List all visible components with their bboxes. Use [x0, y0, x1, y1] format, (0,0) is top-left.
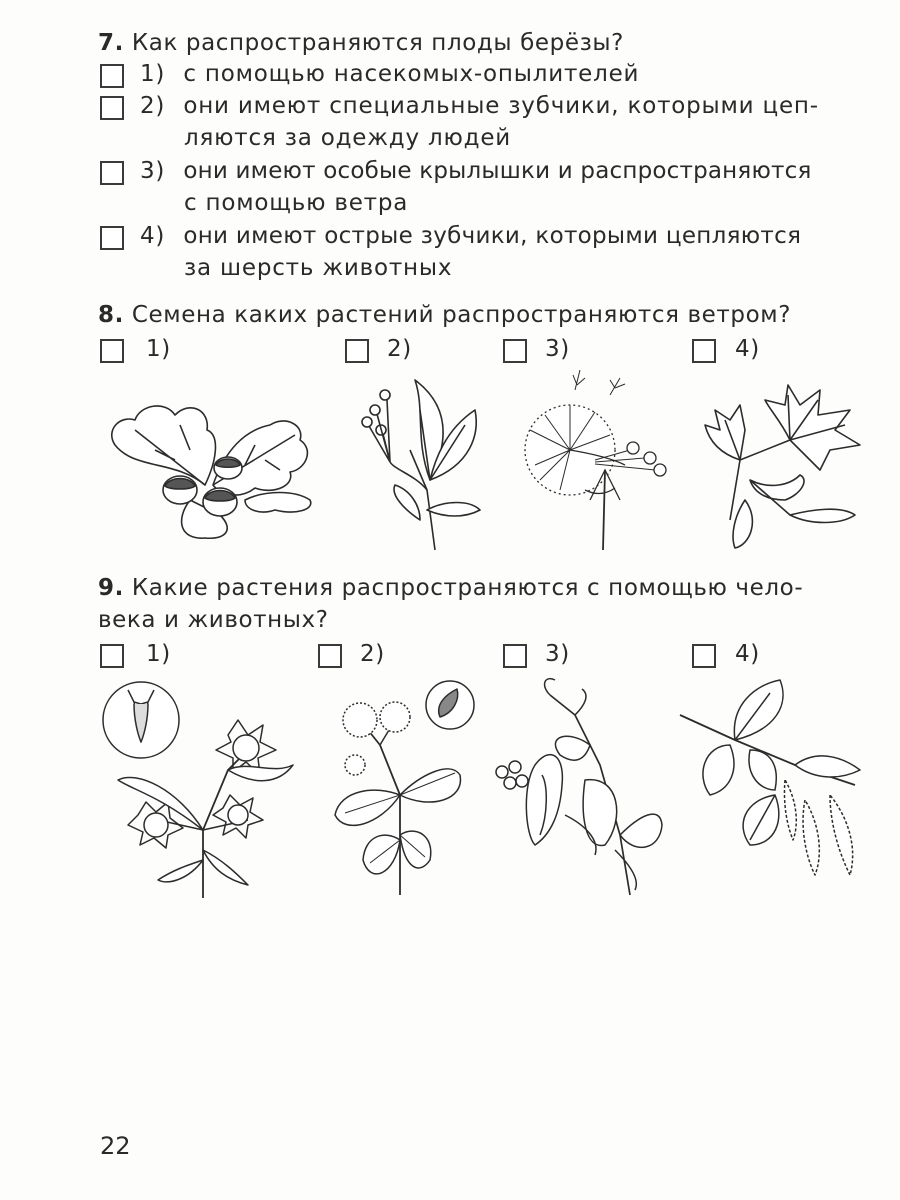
- question-8: [98, 302, 791, 328]
- q8-option-3-checkbox[interactable]: [503, 339, 527, 363]
- bur-marigold-icon: [98, 680, 303, 900]
- question-9-text-line-1: Какие растения распространяются с помощью чело-: [131, 575, 804, 601]
- q7-option-2-checkbox[interactable]: [100, 96, 124, 120]
- q7-option-3: [140, 158, 812, 184]
- q7-option-2-text-line-2: ляются за одежду людей: [184, 125, 512, 151]
- q9-option-1-label: 1): [146, 641, 171, 667]
- birch-branch-icon: [675, 675, 870, 897]
- q9-option-4-checkbox[interactable]: [692, 644, 716, 668]
- q8-option-4-label: 4): [735, 336, 760, 362]
- q8-option-3-label: 3): [545, 336, 570, 362]
- q8-option-1-checkbox[interactable]: [100, 339, 124, 363]
- q7-option-1-text: с помощью насекомых-опылителей: [183, 61, 640, 87]
- q7-option-2-number: 2): [140, 93, 166, 119]
- q8-option-1-label: 1): [146, 336, 171, 362]
- q8-option-4-checkbox[interactable]: [692, 339, 716, 363]
- q9-option-1-checkbox[interactable]: [100, 644, 124, 668]
- oak-acorns-icon: [95, 390, 325, 550]
- q7-option-3-text-line-1: они имеют особые крылышки и распространяются: [183, 158, 812, 184]
- question-7: [98, 30, 624, 56]
- q7-option-1: [140, 61, 639, 87]
- linden-branch-icon: [355, 370, 485, 552]
- q9-option-3-checkbox[interactable]: [503, 644, 527, 668]
- question-7-number: 7.: [98, 30, 124, 56]
- q8-option-2-label: 2): [387, 336, 412, 362]
- dandelion-icon: [515, 370, 670, 552]
- q7-option-4: [140, 223, 801, 249]
- q7-option-2: [140, 93, 819, 119]
- maple-branch-icon: [690, 370, 865, 552]
- q7-option-3-number: 3): [140, 158, 166, 184]
- q7-option-3-text-line-2: с помощью ветра: [184, 190, 409, 216]
- q9-option-4-label: 4): [735, 641, 760, 667]
- page-number: 22: [100, 1132, 131, 1160]
- q7-option-1-number: 1): [140, 61, 166, 87]
- q7-option-4-text-line-1: они имеют острые зубчики, которыми цепляются: [183, 223, 802, 249]
- question-8-number: 8.: [98, 302, 124, 328]
- q9-option-2-checkbox[interactable]: [318, 644, 342, 668]
- q7-option-1-checkbox[interactable]: [100, 64, 124, 88]
- q9-option-3-label: 3): [545, 641, 570, 667]
- question-9-text-line-2: века и животных?: [98, 607, 329, 633]
- q7-option-4-text-line-2: за шерсть животных: [184, 255, 453, 281]
- pea-icon: [490, 675, 665, 897]
- question-9-number: 9.: [98, 575, 124, 601]
- question-9-line-1: [98, 575, 803, 601]
- q7-option-2-text-line-1: они имеют специальные зубчики, которыми цеп-: [183, 93, 819, 119]
- q8-option-2-checkbox[interactable]: [345, 339, 369, 363]
- question-7-text: Как распространяются плоды берёзы?: [131, 30, 624, 56]
- q7-option-3-checkbox[interactable]: [100, 161, 124, 185]
- burdock-icon: [325, 675, 475, 897]
- q7-option-4-number: 4): [140, 223, 166, 249]
- q9-option-2-label: 2): [360, 641, 385, 667]
- q7-option-4-checkbox[interactable]: [100, 226, 124, 250]
- question-8-text: Семена каких растений распространяются ветром?: [131, 302, 792, 328]
